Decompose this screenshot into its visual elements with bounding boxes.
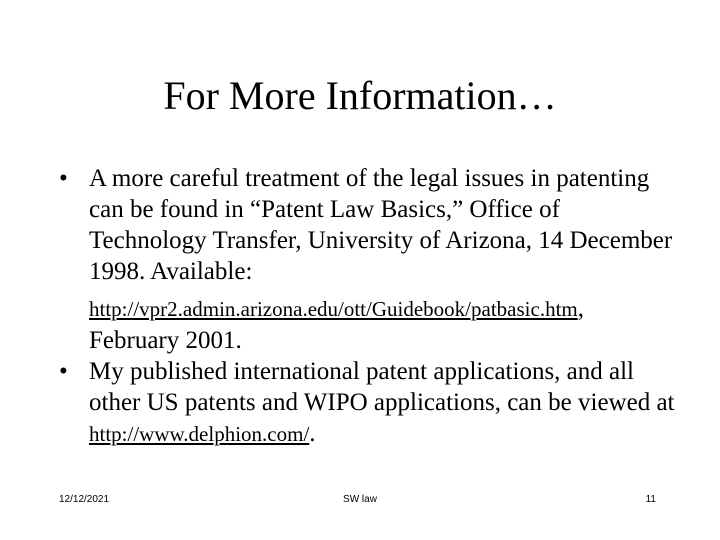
footer-center-text: SW law bbox=[343, 494, 377, 505]
delphion-link[interactable]: http://www.delphion.com/ bbox=[89, 422, 310, 446]
bullet-text-date: February 2001. bbox=[89, 327, 242, 354]
patbasic-link[interactable]: http://vpr2.admin.arizona.edu/ott/Guidebook/patbasic.htm bbox=[89, 297, 578, 321]
bullet-item-delphion bbox=[59, 356, 679, 450]
link-trailing-punctuation: , bbox=[577, 295, 584, 322]
bullet-text: My published international patent applications, and all other US patents and WIPO applications, can be viewed at bbox=[89, 358, 675, 416]
link-trailing-punctuation: . bbox=[309, 420, 316, 447]
bullet-item-patent-law-basics bbox=[59, 163, 679, 356]
footer-page-number: 11 bbox=[645, 494, 656, 505]
bullet-marker: • bbox=[59, 165, 68, 192]
bullet-list bbox=[59, 163, 679, 450]
bullet-marker: • bbox=[59, 358, 68, 385]
footer-date: 12/12/2021 bbox=[59, 494, 110, 505]
slide-title: For More Information… bbox=[163, 73, 557, 118]
bullet-text: A more careful treatment of the legal issues in patenting can be found in “Patent Law Basics,” Office of Technology Transfer, University of Arizona, 14 December 1998. Available: bbox=[89, 165, 673, 285]
bullet-link-line bbox=[89, 293, 679, 325]
